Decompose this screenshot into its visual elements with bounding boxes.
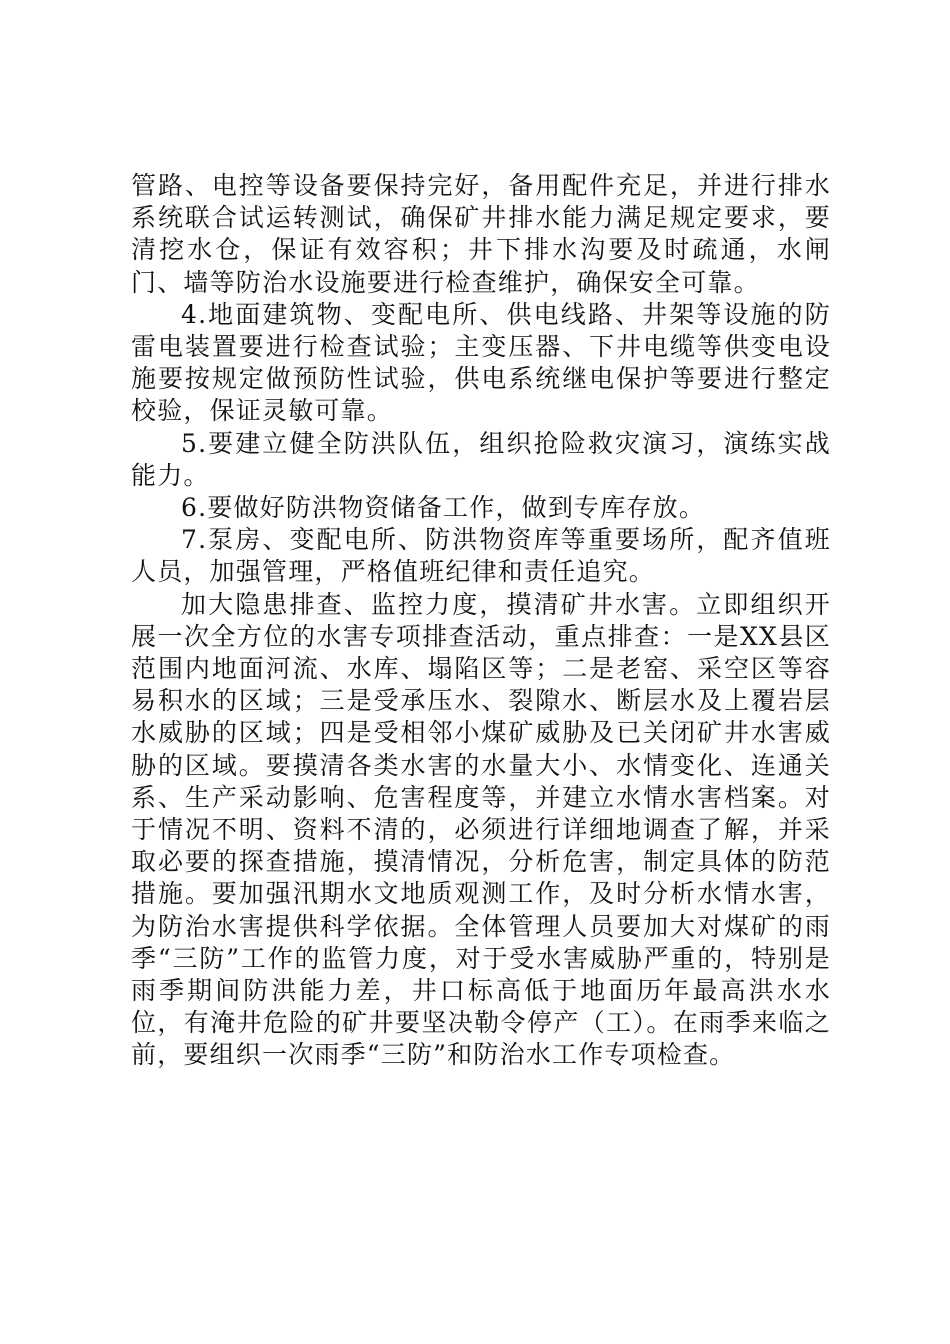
paragraph-item-4: 4.地面建筑物、变配电所、供电线路、井架等设施的防雷电装置要进行检查试验；主变压器、下井电缆等供变电设施要按规定做预防性试验，供电系统继电保护等要进行整定校验，保证灵敏可靠。: [131, 299, 831, 426]
paragraph-drainage: 管路、电控等设备要保持完好，备用配件充足，并进行排水系统联合试运转测试，确保矿井排水能力满足规定要求，要清挖水仓，保证有效容积；井下排水沟要及时疏通，水闸门、墙等防治水设施要进行检查维护，确保安全可靠。: [131, 171, 831, 297]
paragraph-item-6: 6.要做好防洪物资储备工作，做到专库存放。: [181, 493, 706, 523]
paragraph-hazard-inspection: 加大隐患排查、监控力度，摸清矿井水害。立即组织开展一次全方位的水害专项排查活动，重点排查：一是XX县区范围内地面河流、水库、塌陷区等；二是老窑、采空区等容易积水的区域；三是受承压水、裂隙水、断层水及上覆岩层水威胁的区域；四是受相邻小煤矿威胁及已关闭矿井水害威胁的区域。要摸清各类水害的水量大小、水情变化、连通关系、生产采动影响、危害程度等，并建立水情水害档案。对于情况不明、资料不清的，必须进行详细地调查了解，并采取必要的探查措施，摸清情况，分析危害，制定具体的防范措施。要加强汛期水文地质观测工作，及时分析水情水害，为防治水害提供科学依据。全体管理人员要加大对煤矿的雨季“三防”工作的监管力度，对于受水害威胁严重的，特别是雨季期间防洪能力差，井口标高低于地面历年最高洪水水位，有淹井危险的矿井要坚决勒令停产（工）。在雨季来临之前，要组织一次雨季“三防”和防治水工作专项检查。: [131, 589, 831, 1070]
paragraph-item-5: 5.要建立健全防洪队伍，组织抢险救灾演习，演练实战能力。: [131, 428, 831, 490]
paragraph-item-7: 7.泵房、变配电所、防洪物资库等重要场所，配齐值班人员，加强管理，严格值班纪律和责任追究。: [131, 525, 831, 587]
document-page: [131, 170, 831, 1072]
